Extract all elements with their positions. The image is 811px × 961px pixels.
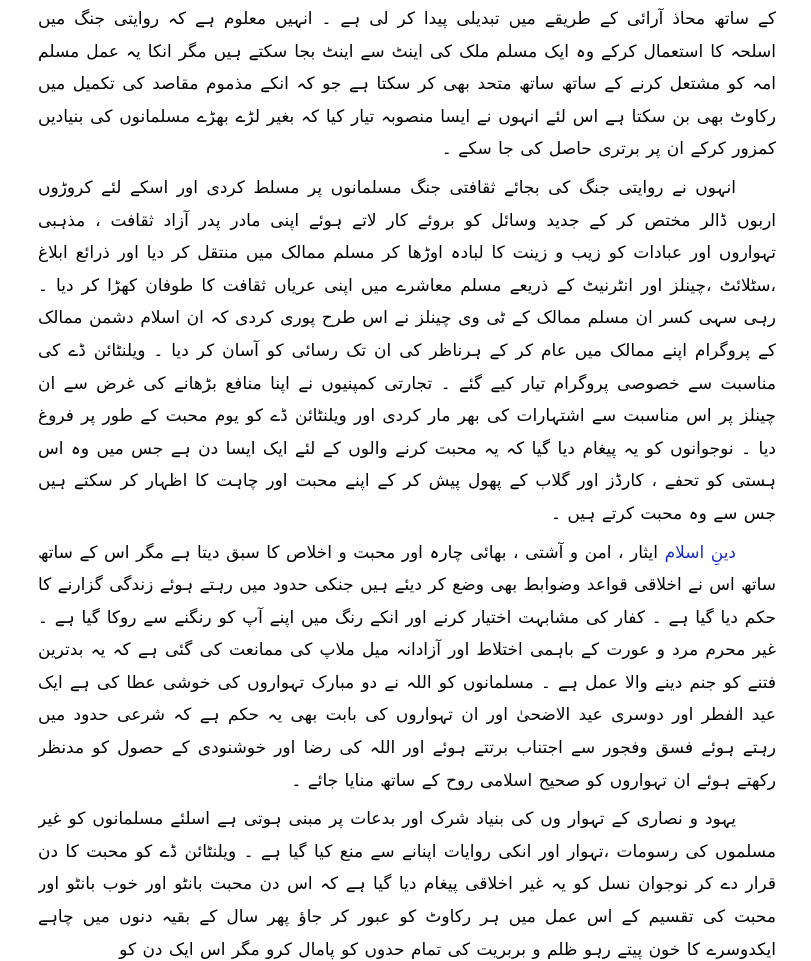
paragraph-3-lead-phrase: دینِ اسلام xyxy=(664,542,736,563)
paragraph-1-text: کے ساتھ محاذ آرائی کے طریقے میں تبدیلی پیدا کر لی ہے ۔ انہیں معلوم ہے کہ روایتی جنگ میں اسلحہ کا استعمال کرکے وہ ایک مسلم ملک کی اینٹ سے اینٹ بجا سکتے ہیں مگر انکا یہ عمل مسلم امہ کو مشتعل کرنے کے ساتھ ساتھ متحد بھی کر سکتا ہے جو کہ انکے مذموم مقاصد کی تکمیل میں رکاوٹ بھی بن سکتا ہے اس لئے انہوں نے ایسا منصوبہ تیار کیا کہ بغیر لڑے بھڑے مسلمانوں کی بنیادیں کمزور کرکے ان پر برتری حاصل کی جا سکے ۔ xyxy=(38,9,776,160)
paragraph-4-text: یہود و نصاری کے تہوار وں کی بنیاد شرک اور بدعات پر مبنی ہوتی ہے اسلئے مسلمانوں کو غیر مسلموں کی رسومات ،تہوار اور انکی روایات اپنانے سے منع کیا گیا ہے ۔ ویلنٹائن ڈے کو محبت کا دن قرار دے کر نوجوان نسل کو یہ غیر اخلاقی پیغام دیا گیا ہے کہ اس دن محبت بانٹو اور خوب بانٹو اور محبت کی تقسیم کے اس عمل میں ہر رکاوٹ کو عبور کر جاؤ پھر سال کے بقیہ دنوں میں چاہے ایکدوسرے کا خون پیتے رہو ظلم و بربریت کی تمام حدوں کو پامال کرو مگر اس ایک دن کو xyxy=(38,809,776,960)
paragraph-1 xyxy=(38,3,776,166)
paragraph-2 xyxy=(38,172,776,531)
paragraph-4 xyxy=(38,803,776,961)
paragraph-3-text: ایثار ، امن و آشتی ، بھائی چارہ اور محبت و اخلاص کا سبق دیتا ہے مگر اس کے ساتھ ساتھ اس نے اخلاقی قواعد وضوابط بھی وضع کر دیئے ہیں جنکی حدود میں رہتے ہوئے زندگی گزارنے کا حکم دیا گیا ہے ۔ کفار کی مشابہت اختیار کرنے اور انکے رنگ میں اپنے آپ کو رنگنے سے روکا گیا ہے ۔ غیر محرم مرد و عورت کے باہمی اختلاط اور آزادانہ میل ملاپ کی ممانعت کی گئی ہے کہ یہ بدترین فتنے کو جنم دینے والا عمل ہے ۔ مسلمانوں کو اللہ نے دو مبارک تہواروں کی خوشی عطا کی ہے ایک عید الفطر اور دوسری عید الاضحیٰ اور ان تہواروں کی بابت بھی یہ حکم ہے کہ شرعی حدود میں رہتے ہوئے فسق وفجور سے اجتناب برتتے ہوئے اور اللہ کی رضا اور خوشنودی کے حصول کو مدنظر رکھتے ہوئے ان تہواروں کو صحیح اسلامی روح کے ساتھ منایا جائے ۔ xyxy=(38,542,776,791)
document-page xyxy=(38,0,776,961)
paragraph-3 xyxy=(38,537,776,798)
paragraph-2-text: انہوں نے روایتی جنگ کی بجائے ثقافتی جنگ مسلمانوں پر مسلط کردی اور اسکے لئے کروڑوں اربوں ڈالر مختص کر کے جدید وسائل کو بروئے کار لاتے ہوئے اپنی مادر پدر آزاد ثقافت ، مذہبی تہواروں اور عبادات کو زیب و زینت کا لبادہ اوڑھا کر مسلم ممالک میں منتقل کر دیا اور ذرائع ابلاغ ،سٹلائٹ ،چینلز اور انٹرنیٹ کے ذریعے مسلم معاشرے میں اپنی عریاں ثقافت کا طوفان کھڑا کر دیا ۔ رہی سہی کسر ان مسلم ممالک کے ٹی وی چینلز نے اس طرح پوری کردی کہ ان اسلام دشمن ممالک کے پروگرام اپنے ممالک میں عام کر کے ہرناظر کی ان تک رسائی کو آسان کر دیا ۔ ویلنٹائن ڈے کی مناسبت سے خصوصی پروگرام تیار کیے گئے ۔ تجارتی کمپنیوں نے اپنا منافع بڑھانے کی غرض سے ان چینلز پر اس مناسبت سے اشتہارات کی بھر مار کردی اور ویلنٹائن ڈے کو یوم محبت کے طور پر فروغ دیا ۔ نوجوانوں کو یہ پیغام دیا گیا کہ یہ محبت کرنے والوں کے لئے ایک ایسا دن ہے جس میں وہ اس ہستی کو تحفے ، کارڈز اور گلاب کے پھول پیش کر کے اپنے محبت اور چاہت کا اظہار کر سکتے ہیں جس سے وہ محبت کرتے ہیں ۔ xyxy=(38,177,776,524)
